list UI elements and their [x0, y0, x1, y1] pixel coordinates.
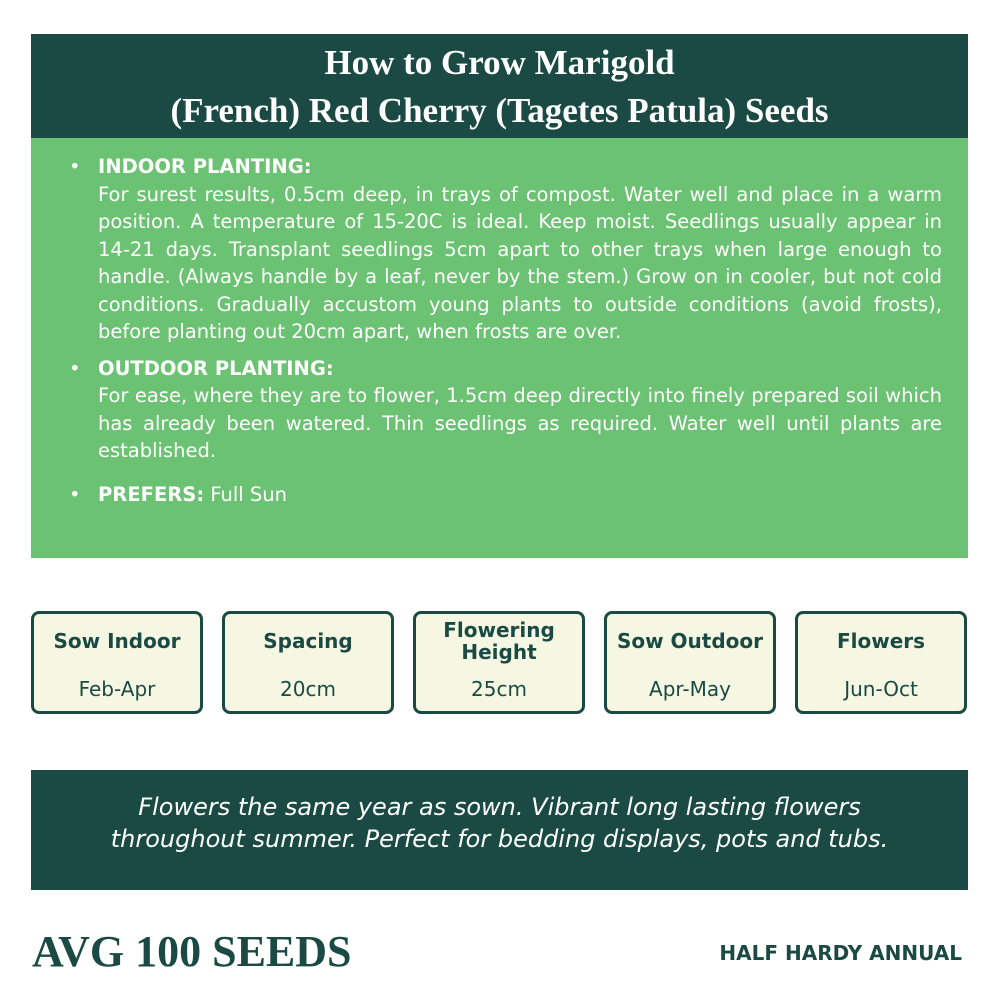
tagline-line-1: Flowers the same year as sown. Vibrant long lasting flowers	[138, 793, 861, 821]
fact-value: Jun-Oct	[844, 677, 918, 701]
fact-value: 25cm	[471, 677, 527, 701]
fact-sow-indoor	[31, 611, 203, 714]
fact-label: Flowering Height	[443, 618, 555, 664]
title-banner	[31, 34, 968, 138]
instructions-panel	[31, 138, 968, 558]
fact-label: Flowers	[836, 629, 926, 653]
seed-count: AVG 100 SEEDS	[32, 927, 352, 976]
tagline-banner	[31, 770, 968, 890]
fact-value: Feb-Apr	[78, 677, 156, 701]
fact-label: Sow Indoor	[53, 629, 181, 653]
indoor-planting-title: INDOOR PLANTING:	[98, 155, 312, 178]
outdoor-planting-item	[67, 355, 942, 465]
prefers-title: PREFERS:	[98, 482, 205, 506]
title-line-1: How to Grow Marigold	[324, 43, 675, 82]
fact-label: Sow Outdoor	[616, 629, 764, 653]
prefers-value: Full Sun	[210, 482, 287, 506]
fact-value: 20cm	[280, 677, 336, 701]
tagline-line-2: throughout summer. Perfect for bedding displays, pots and tubs.	[110, 825, 889, 853]
fact-sow-outdoor	[604, 611, 776, 714]
indoor-planting-text: For surest results, 0.5cm deep, in trays of compost. Water well and place in a warm position. A temperature of 15-20C is ideal. Keep moist. Seedlings usually appear in 14-21 days. Transplant seedlings 5cm apart to other trays when large enough to handle. (Always handle by a leaf, never by the stem.) Grow on in cooler, but not cold conditions. Gradually accustom young plants to outside conditions (avoid frosts), before planting out 20cm apart, when frosts are over.	[98, 182, 942, 343]
fact-flowers	[795, 611, 967, 714]
fact-value: Apr-May	[649, 677, 731, 701]
outdoor-planting-title: OUTDOOR PLANTING:	[98, 356, 334, 380]
title-line-2: (French) Red Cherry (Tagetes Patula) Seeds	[170, 91, 829, 130]
indoor-planting-item	[67, 153, 942, 346]
bullet-icon: •	[69, 155, 81, 178]
fact-label: Spacing	[263, 629, 353, 653]
fact-spacing	[222, 611, 394, 714]
bullet-icon: •	[69, 482, 81, 506]
outdoor-planting-text: For ease, where they are to flower, 1.5cm deep directly into finely prepared soil which has already been watered. Thin seedlings as required. Water well until plants are established.	[98, 384, 942, 462]
plant-type: HALF HARDY ANNUAL	[719, 941, 962, 965]
fact-flowering-height	[413, 611, 585, 714]
prefers-item	[67, 481, 942, 509]
growing-facts	[31, 611, 968, 716]
bullet-icon: •	[69, 356, 81, 380]
